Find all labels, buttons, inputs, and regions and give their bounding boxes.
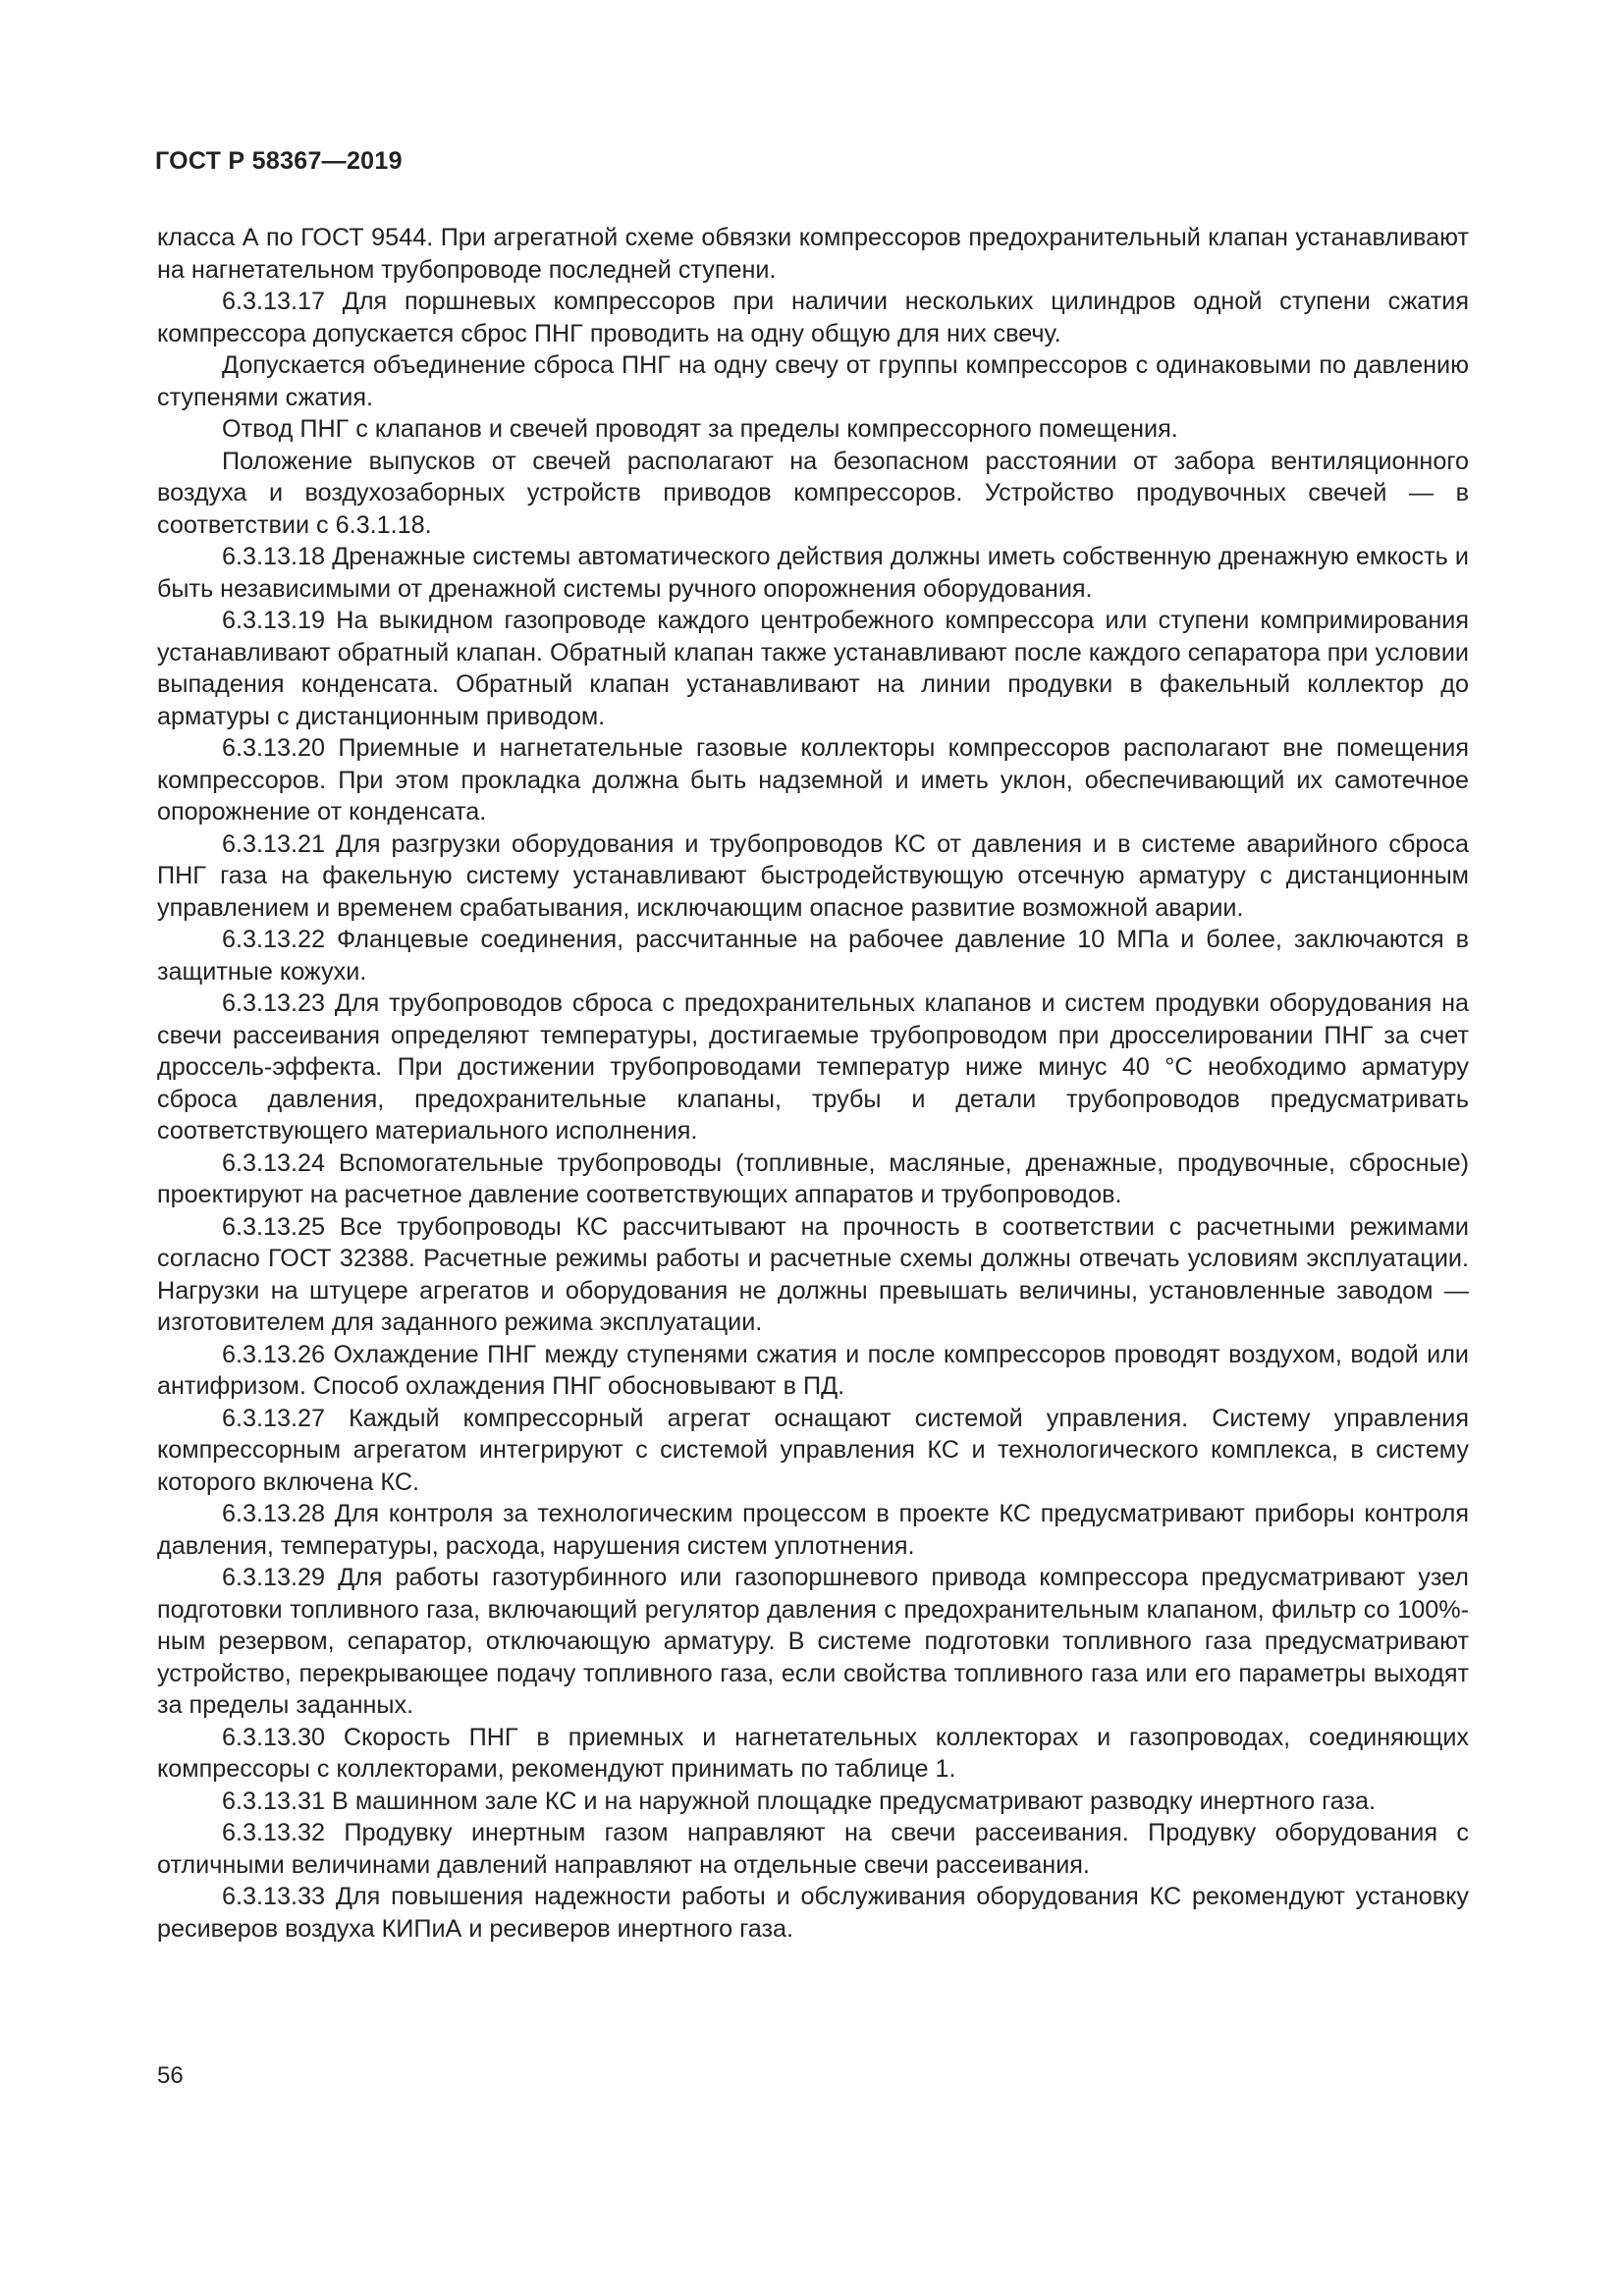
paragraph-6-3-13-17: 6.3.13.17 Для поршневых компрессоров при наличии нескольких цилиндров одной ступени сжатия компрессора допускается сброс ПНГ проводить на одну общую для них свечу. xyxy=(157,288,1469,347)
standard-designation: ГОСТ Р 58367—2019 xyxy=(155,147,403,175)
paragraph: Отвод ПНГ с клапанов и свечей проводят за пределы компрессорного помещения. xyxy=(222,415,1178,443)
paragraph-continuation: класса А по ГОСТ 9544. При агрегатной схеме обвязки компрессоров предохранительный клапан устанавливают на нагнетательном трубопроводе последней ступени. xyxy=(157,224,1469,284)
paragraph-6-3-13-28: 6.3.13.28 Для контроля за технологическим процессом в проекте КС предусматривают приборы контроля давления, температуры, расхода, нарушения систем уплотнения. xyxy=(157,1500,1469,1560)
paragraph-6-3-13-29: 6.3.13.29 Для работы газотурбинного или газопоршневого привода компрессора предусматривают узел подготовки топливного газа, включающий регулятор давления с предохранительным клапаном, фильтр со 100%-ным резервом, сепаратор, отключающую арматуру. В системе подготовки топливного газа предусматривают устройство, перекрывающее подачу топливного газа, если свойства топливного газа или его параметры выходят за пределы заданных. xyxy=(157,1564,1469,1719)
page-number: 56 xyxy=(157,2062,184,2089)
paragraph-6-3-13-24: 6.3.13.24 Вспомогательные трубопроводы (топливные, масляные, дренажные, продувочные, сбросные) проектируют на расчетное давление соответствующих аппаратов и трубопроводов. xyxy=(157,1148,1469,1208)
paragraph-6-3-13-26: 6.3.13.26 Охлаждение ПНГ между ступенями сжатия и после компрессоров проводят воздухом, водой или антифризом. Способ охлаждения ПНГ обосновывают в ПД. xyxy=(157,1340,1469,1400)
paragraph-6-3-13-25: 6.3.13.25 Все трубопроводы КС рассчитывают на прочность в соответствии с расчетными режимами согласно ГОСТ 32388. Расчетные режимы работы и расчетные схемы должны отвечать условиям эксплуатации. Нагрузки на штуцере агрегатов и оборудования не должны превышать величины, установленные заводом — изготовителем для заданного режима эксплуатации. xyxy=(157,1212,1469,1336)
paragraph-6-3-13-19: 6.3.13.19 На выкидном газопроводе каждого центробежного компрессора или ступени компримирования устанавливают обратный клапан. Обратный клапан также устанавливают после каждого сепаратора при условии выпадения конденсата. Обратный клапан устанавливают на линии продувки в факельный коллектор до арматуры с дистанционным приводом. xyxy=(157,607,1469,730)
paragraph-6-3-13-31: 6.3.13.31 В машинном зале КС и на наружной площадке предусматривают разводку инертного газа. xyxy=(222,1787,1377,1815)
paragraph-6-3-13-32: 6.3.13.32 Продувку инертным газом направляют на свечи рассеивания. Продувку оборудования с отличными величинами давлений направляют на отдельные свечи рассеивания. xyxy=(157,1819,1469,1879)
paragraph-6-3-13-21: 6.3.13.21 Для разгрузки оборудования и трубопроводов КС от давления и в системе аварийного сброса ПНГ газа на факельную систему устанавливают быстродействующую отсечную арматуру с дистанционным управлением и временем срабатывания, исключающим опасное развитие возможной аварии. xyxy=(157,829,1469,922)
paragraph: Положение выпусков от свечей располагают на безопасном расстоянии от забора вентиляционного воздуха и воздухозаборных устройств приводов компрессоров. Устройство продувочных свечей — в соответствии с 6.3.1.18. xyxy=(157,447,1469,539)
document-body xyxy=(157,222,1469,1945)
paragraph-6-3-13-23: 6.3.13.23 Для трубопроводов сброса с предохранительных клапанов и систем продувки оборудования на свечи рассеивания определяют температуры, достигаемые трубопроводом при дросселировании ПНГ за счет дроссель-эффекта. При достижении трубопроводами температур ниже минус 40 °С необходимо арматуру сброса давления, предохранительные клапаны, трубы и детали трубопроводов предусматривать соответствующего материального исполнения. xyxy=(157,989,1469,1145)
paragraph-6-3-13-27: 6.3.13.27 Каждый компрессорный агрегат оснащают системой управления. Систему управления компрессорным агрегатом интегрируют с системой управления КС и технологического комплекса, в систему которого включена КС. xyxy=(157,1404,1469,1496)
paragraph-6-3-13-22: 6.3.13.22 Фланцевые соединения, рассчитанные на рабочее давление 10 МПа и более, заключаются в защитные кожухи. xyxy=(157,926,1469,986)
paragraph-6-3-13-33: 6.3.13.33 Для повышения надежности работы и обслуживания оборудования КС рекомендуют установку ресиверов воздуха КИПиА и ресиверов инертного газа. xyxy=(157,1883,1469,1943)
paragraph-6-3-13-20: 6.3.13.20 Приемные и нагнетательные газовые коллекторы компрессоров располагают вне помещения компрессоров. При этом прокладка должна быть надземной и иметь уклон, обеспечивающий их самотечное опорожнение от конденсата. xyxy=(157,734,1469,826)
paragraph-6-3-13-18: 6.3.13.18 Дренажные системы автоматического действия должны иметь собственную дренажную емкость и быть независимыми от дренажной системы ручного опорожнения оборудования. xyxy=(157,543,1469,603)
paragraph-6-3-13-30: 6.3.13.30 Скорость ПНГ в приемных и нагнетательных коллекторах и газопроводах, соединяющих компрессоры с коллекторами, рекомендуют принимать по таблице 1. xyxy=(157,1723,1469,1783)
paragraph: Допускается объединение сброса ПНГ на одну свечу от группы компрессоров с одинаковыми по давлению ступенями сжатия. xyxy=(157,351,1469,411)
